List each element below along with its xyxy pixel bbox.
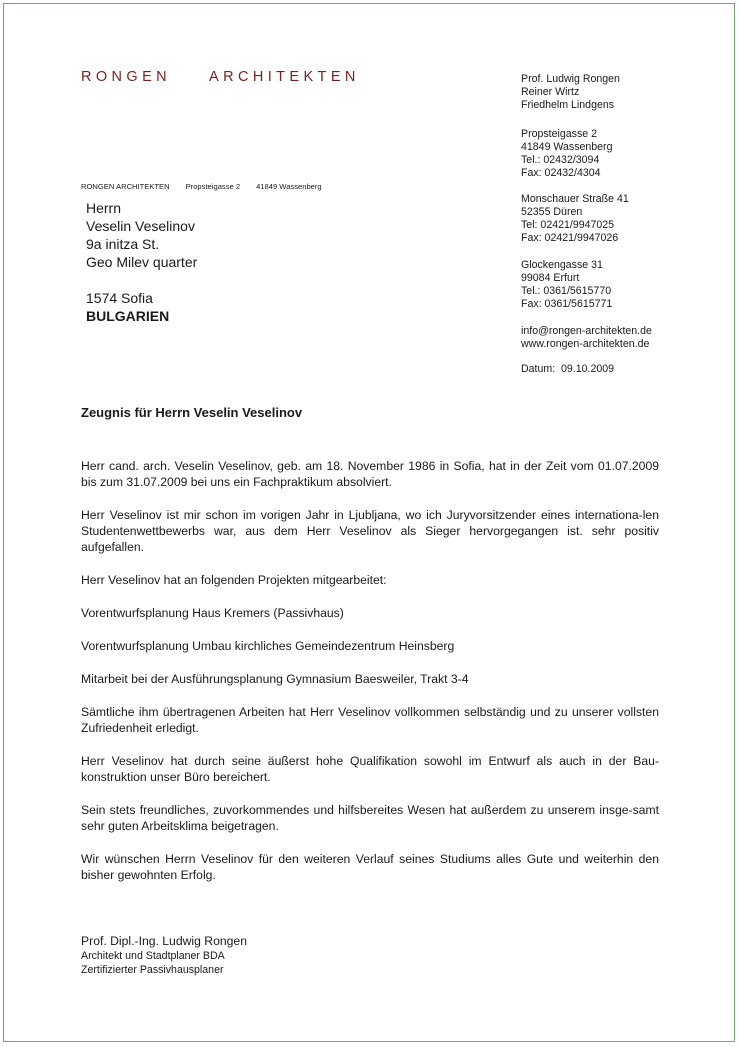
letter-subject: Zeugnis für Herrn Veselin Veselinov	[81, 405, 303, 420]
letter-date: Datum: 09.10.2009	[521, 363, 615, 375]
paragraph-text: Herr Veselinov ist mir schon im vorigen Jahr in Ljubljana, wo ich Juryvorsitzender eines internationa-len Studentenwettbewerbs war, aus dem Herr Veselinov als Sieger hervorgegangen ist. sehr positiv aufgefallen.	[81, 508, 659, 554]
office-street: Propsteigasse 2	[521, 128, 597, 140]
paragraph-text: Mitarbeit bei der Ausführungsplanung Gymnasium Baesweiler, Trakt 3-4	[81, 672, 469, 686]
paragraph-text: Herr cand. arch. Veselin Veselinov, geb. am 18. November 1986 in Sofia, hat in der Zeit vom 01.07.2009 bis zum 31.07.2009 bei uns ein Fachpraktikum absolviert.	[81, 459, 659, 489]
logo-word-rongen: RONGEN	[81, 69, 172, 85]
project-item	[81, 671, 659, 687]
website-link[interactable]: www.rongen-architekten.de	[521, 338, 650, 351]
office-dueren	[521, 193, 629, 245]
office-city: 99084 Erfurt	[521, 272, 580, 285]
paragraph	[81, 458, 659, 490]
office-city: 41849 Wassenberg	[521, 141, 613, 154]
recipient-city: 1574 Sofia	[86, 290, 153, 306]
office-street: Monschauer Straße 41	[521, 193, 629, 205]
paragraph	[81, 572, 659, 588]
office-wassenberg	[521, 128, 612, 180]
logo-word-architekten: ARCHITEKTEN	[209, 69, 360, 85]
office-fax: Fax: 02432/4304	[521, 167, 601, 180]
paragraph	[81, 851, 659, 883]
recipient-country: BULGARIEN	[86, 308, 170, 324]
email-link[interactable]: info@rongen-architekten.de	[521, 325, 652, 337]
paragraph	[81, 753, 659, 785]
sender-return-line	[81, 182, 338, 191]
office-fax: Fax: 02421/9947026	[521, 232, 619, 245]
project-item	[81, 638, 659, 654]
sender-company: RONGEN ARCHITEKTEN	[81, 182, 170, 191]
paragraph-text: Vorentwurfsplanung Umbau kirchliches Gemeindezentrum Heinsberg	[81, 639, 455, 653]
paragraph	[81, 507, 659, 555]
partner-name: Friedhelm Lindgens	[521, 99, 615, 112]
recipient-street: 9a initza St.	[86, 236, 160, 252]
paragraph-text: Wir wünschen Herrn Veselinov für den weiteren Verlauf seines Studiums alles Gute und weiterhin den bisher gewohnten Erfolg.	[81, 852, 659, 882]
partner-name: Prof. Ludwig Rongen	[521, 73, 620, 85]
paragraph-text: Vorentwurfsplanung Haus Kremers (Passivhaus)	[81, 606, 344, 620]
office-fax: Fax: 0361/5615771	[521, 298, 613, 311]
office-erfurt	[521, 259, 612, 311]
office-street: Glockengasse 31	[521, 259, 603, 271]
paragraph	[81, 802, 659, 834]
office-tel: Tel: 02421/9947025	[521, 219, 615, 232]
paragraph-text: Herr Veselinov hat durch seine äußerst hohe Qualifikation sowohl im Entwurf als auch in der Bau-konstruktion unser Büro bereichert.	[81, 754, 659, 784]
signatory-title: Architekt und Stadtplaner BDA	[81, 950, 225, 962]
office-tel: Tel.: 0361/5615770	[521, 285, 612, 298]
sender-city: 41849 Wassenberg	[256, 182, 322, 191]
office-city: 52355 Düren	[521, 206, 583, 219]
office-tel: Tel.: 02432/3094	[521, 154, 600, 167]
project-item	[81, 605, 659, 621]
partner-name: Reiner Wirtz	[521, 86, 580, 99]
recipient-name: Veselin Veselinov	[86, 218, 195, 234]
paragraph-text: Sein stets freundliches, zuvorkommendes und hilfsbereites Wesen hat außerdem zu unserem insge-samt sehr guten Arbeitsklima beigetragen.	[81, 803, 659, 833]
signature-block	[81, 934, 247, 977]
sender-street: Propsteigasse 2	[185, 182, 241, 191]
recipient-district: Geo Milev quarter	[86, 254, 198, 270]
paragraph-text: Herr Veselinov hat an folgenden Projekten mitgearbeitet:	[81, 573, 387, 587]
partners-list	[521, 73, 620, 112]
recipient-address	[86, 199, 197, 325]
company-logo	[81, 69, 360, 85]
paragraph-text: Sämtliche ihm übertragenen Arbeiten hat Herr Veselinov vollkommen selbständig und zu unserer vollsten Zufriedenheit erledigt.	[81, 705, 659, 735]
signatory-name: Prof. Dipl.-Ing. Ludwig Rongen	[81, 934, 247, 948]
contact-block	[521, 325, 652, 351]
recipient-salutation: Herrn	[86, 200, 122, 216]
paragraph	[81, 704, 659, 736]
signatory-title: Zertifizierter Passivhausplaner	[81, 964, 224, 976]
